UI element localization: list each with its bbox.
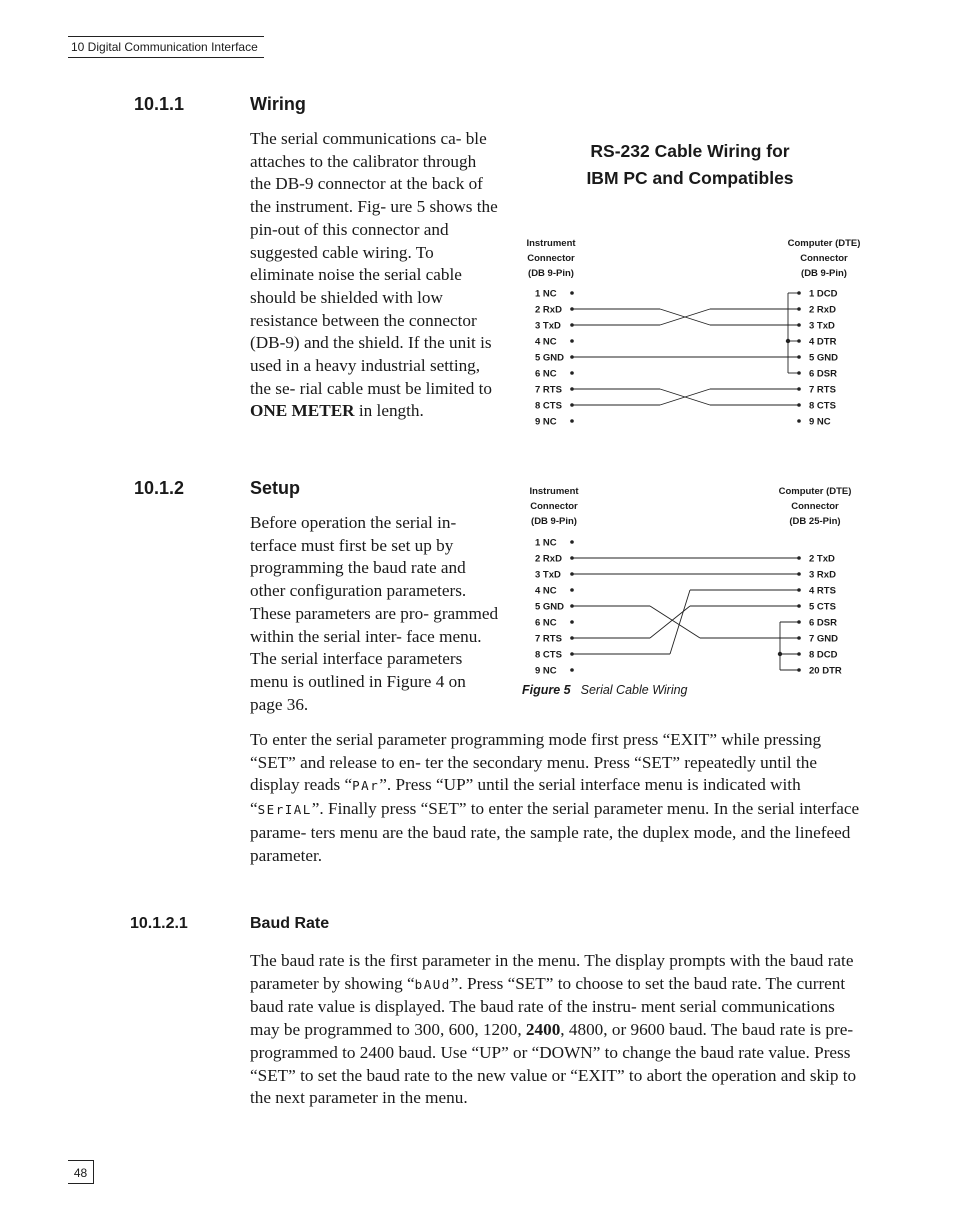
d2-left-header-3: (DB 9-Pin)	[531, 516, 577, 527]
diagram1-right-pin-5: 5 GND	[809, 352, 839, 364]
diagram1-right-pin-2: 2 RxD	[809, 304, 836, 316]
diagram1-left-pin-4: 4 NC	[535, 336, 557, 348]
diagram2-left-terminal-4	[570, 588, 574, 592]
diagram1-left-terminal-4	[570, 339, 574, 343]
diagram1-left-pin-1: 1 NC	[535, 288, 557, 300]
wiring-diagram-db9	[515, 230, 875, 435]
d1-left-header-1: Instrument	[526, 238, 576, 249]
d2-left-header-1: Instrument	[529, 486, 579, 497]
diagram2-right-pin-8: 20 DTR	[809, 665, 842, 677]
section-number-wiring: 10.1.1	[134, 94, 185, 114]
figure-title-line-1: RS-232 Cable Wiring for	[590, 141, 790, 161]
d1-left-header-2: Connector	[527, 253, 575, 264]
diagram1-right-pin-1: 1 DCD	[809, 288, 838, 300]
display-serial: SErIAL	[257, 802, 312, 818]
diagram2-left-pin-9: 9 NC	[535, 665, 557, 677]
diagram1-left-terminal-1	[570, 291, 574, 295]
setup-text-a: To enter the serial parameter programming mode first press “EXIT” while pressing “SET” and release to en- ter the secondary menu. Press “SET” repeatedly until the display reads “	[250, 730, 822, 795]
display-par: PAr	[352, 778, 380, 794]
diagram2-right-pin-4: 5 CTS	[809, 601, 836, 613]
diagram2-right-pin-1: 2 TxD	[809, 553, 835, 565]
diagram2-left-pin-1: 1 NC	[535, 537, 557, 549]
d1-right-header-3: (DB 9-Pin)	[801, 268, 847, 279]
section-title-baud: Baud Rate	[250, 915, 330, 932]
d2-right-header-3: (DB 25-Pin)	[789, 516, 841, 527]
diagram2-right-pin-5: 6 DSR	[809, 617, 837, 629]
diagram1-left-pin-5: 5 GND	[535, 352, 565, 364]
diagram2-left-pin-2: 2 RxD	[535, 553, 562, 565]
d2-right-header-2: Connector	[791, 501, 839, 512]
diagram2-left-terminal-1	[570, 540, 574, 544]
diagram2-left-pin-7: 7 RTS	[535, 633, 562, 645]
baud-paragraph	[250, 950, 860, 1110]
diagram2-left-pin-4: 4 NC	[535, 585, 557, 597]
diagram1-left-pin-8: 8 CTS	[535, 400, 562, 412]
diagram1-right-pin-4: 4 DTR	[809, 336, 837, 348]
d1-wires	[572, 293, 798, 405]
diagram2-right-pin-2: 3 RxD	[809, 569, 836, 581]
d2-wires	[572, 558, 798, 670]
diagram2-right-pin-3: 4 RTS	[809, 585, 836, 597]
section-title-wiring: Wiring	[250, 94, 306, 114]
wiring-body-end: in length.	[354, 401, 424, 421]
figure-title-line-2: IBM PC and Compatibles	[586, 168, 794, 188]
diagram1-right-pin-7: 7 RTS	[809, 384, 836, 396]
diagram2-left-pin-6: 6 NC	[535, 617, 557, 629]
d1-right-header-1: Computer (DTE)	[787, 238, 861, 249]
diagram1-right-terminal-9	[797, 419, 801, 423]
baud-text-a: The baud rate is the first parameter in the menu. The display prompts with the baud rate parameter by showing “	[250, 951, 854, 993]
diagram1-left-pin-9: 9 NC	[535, 416, 557, 428]
diagram2-right-pin-6: 7 GND	[809, 633, 839, 645]
diagram1-left-terminal-6	[570, 371, 574, 375]
diagram1-left-pin-7: 7 RTS	[535, 384, 562, 396]
setup-text-b: ”. Press “UP” until the serial interface menu is indicated with “	[250, 775, 801, 819]
d2-right-header-1: Computer (DTE)	[778, 486, 852, 497]
wiring-body: The serial communications ca- ble attaches to the calibrator through the DB-9 connector at the back of the instrument. Fig- ure 5 shows the pin-out of this connector and suggested cable wiring. To eliminate noise the serial cable should be shielded with low resistance between the connector (DB-9) and the shield. If the unit is used in a heavy industrial setting, the se- rial cable must be limited to	[250, 129, 498, 398]
diagram1-left-pin-2: 2 RxD	[535, 304, 562, 316]
diagram2-left-pin-5: 5 GND	[535, 601, 565, 613]
d2-left-header-2: Connector	[530, 501, 578, 512]
diagram1-left-pin-6: 6 NC	[535, 368, 557, 380]
baud-emphasis: 2400	[525, 1020, 561, 1040]
wiring-emphasis: ONE METER	[250, 401, 355, 421]
diagram1-left-terminal-9	[570, 419, 574, 423]
figure-caption-text: Serial Cable Wiring	[580, 683, 688, 697]
section-number-baud: 10.1.2.1	[130, 915, 188, 932]
diagram1-right-pin-8: 8 CTS	[809, 400, 836, 412]
section-number-setup: 10.1.2	[134, 478, 185, 498]
diagram1-right-pin-6: 6 DSR	[809, 368, 837, 380]
setup-paragraph-2	[250, 729, 860, 867]
diagram1-right-pin-9: 9 NC	[809, 416, 831, 428]
d1-right-header-2: Connector	[800, 253, 848, 264]
figure-caption	[522, 683, 688, 697]
wiring-paragraph	[250, 128, 500, 423]
display-baud: bAUd	[414, 976, 451, 992]
diagram2-left-pin-3: 3 TxD	[535, 569, 561, 581]
diagram2-right-pin-7: 8 DCD	[809, 649, 838, 661]
section-title-setup: Setup	[250, 478, 301, 498]
diagram2-left-pin-8: 8 CTS	[535, 649, 562, 661]
baud-text-c: , 4800, or 9600 baud. The baud rate is pre-programmed to 2400 baud. Use “UP” or “DOWN” to change the baud rate value. Press “SET” to set the baud rate to the new value or “EXIT” to abort the operation and skip to the next parameter in the menu.	[250, 1020, 857, 1108]
setup-paragraph-1: Before operation the serial in- terface must first be set up by programming the baud rate and other configuration parameters. These parameters are pro- grammed within the serial inter- face menu. The serial interface parameters menu is outlined in Figure 4 on page 36.	[250, 513, 499, 714]
figure-title	[540, 138, 840, 192]
diagram2-left-terminal-6	[570, 620, 574, 624]
baud-text-b: ”. Press “SET” to choose to set the baud rate. The current baud rate value is displayed. The baud rate of the instru- ment serial communications may be programmed to 300, 600, 1200,	[250, 973, 846, 1040]
page-number: 48	[68, 1160, 94, 1184]
setup-text-c: ”. Finally press “SET” to enter the serial parameter menu. In the serial interface parame- ters menu are the baud rate, the sample rate, the duplex mode, and the linefeed parameter.	[250, 799, 860, 865]
running-header: 10 Digital Communication Interface	[68, 36, 264, 58]
figure-caption-number: Figure 5	[522, 683, 571, 697]
diagram1-left-pin-3: 3 TxD	[535, 320, 561, 332]
diagram1-right-pin-3: 3 TxD	[809, 320, 835, 332]
wiring-diagram-db25	[515, 478, 875, 683]
d1-left-header-3: (DB 9-Pin)	[528, 268, 574, 279]
diagram2-left-terminal-9	[570, 668, 574, 672]
